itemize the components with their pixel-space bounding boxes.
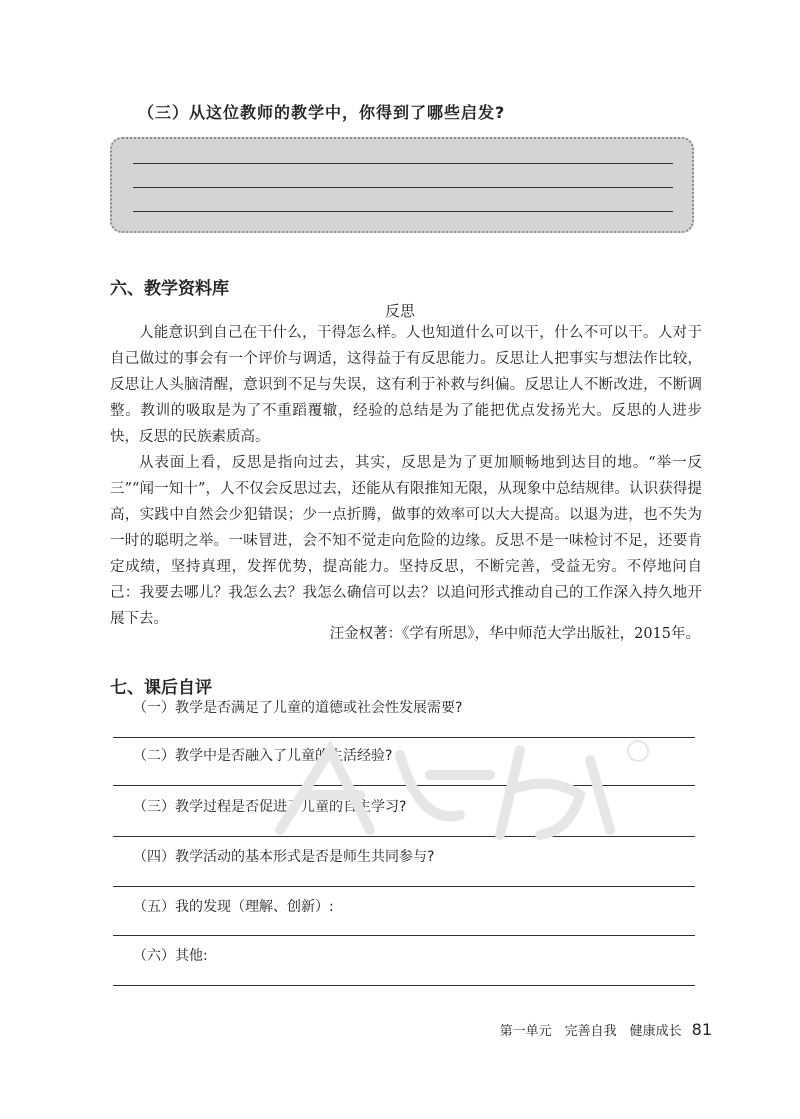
- answer-line[interactable]: [113, 985, 695, 986]
- self-eval-question: （五）我的发现（理解、创新）:: [133, 899, 334, 915]
- unit-title: 第一单元 完善自我 健康成长: [499, 1024, 682, 1039]
- answer-line[interactable]: [113, 737, 695, 738]
- reflection-question: （三）从这位教师的教学中，你得到了哪些启发?: [138, 103, 506, 122]
- self-eval-question: （四）教学活动的基本形式是否是师生共同参与?: [133, 849, 435, 865]
- article-paragraph: 从表面上看，反思是指向过去，其实，反思是为了更加顺畅地到达目的地。“举一反三”“闻一知十”，人不仅会反思过去，还能从有限推知无限，从现象中总结规律。认识获得提高，实践中自然会少犯错误；少一点折腾，做事的效率可以大大提高。以退为进，也不失为一时的聪明之举。一味冒进，会不知不觉走向危险的边缘。反思不是一味检讨不足，还要肯定成绩，坚持真理，发挥优势，提高能力。坚持反思，不断完善，受益无穷。不停地问自己：我要去哪儿？我怎么去？我怎么确信可以去？以追问形式推动自己的工作深入持久地开展下去。: [110, 455, 702, 627]
- page-number: 81: [691, 1020, 712, 1039]
- answer-line[interactable]: [113, 836, 695, 837]
- self-eval-question: （三）教学过程是否促进了儿童的自主学习?: [133, 799, 407, 815]
- article-title: 反思: [384, 302, 415, 320]
- self-eval-question: （一）教学是否满足了儿童的道德或社会性发展需要?: [133, 700, 463, 716]
- article-paragraph: 人能意识到自己在干什么，干得怎么样。人也知道什么可以干，什么不可以干。人对于自己做过的事会有一个评价与调适，这得益于有反思能力。反思让人把事实与想法作比较，反思让人头脑清醒，意识到不足与失误，这有利于补救与纠偏。反思让人不断改进，不断调整。教训的吸取是为了不重蹈覆辙，经验的总结是为了能把优点发扬光大。反思的人进步快，反思的民族素质高。: [110, 325, 702, 445]
- section-title-self-evaluation: 七、课后自评: [110, 678, 212, 698]
- answer-line[interactable]: [113, 785, 695, 786]
- answer-box[interactable]: [110, 137, 694, 233]
- answer-line: [133, 211, 673, 212]
- page-footer: [500, 1020, 712, 1039]
- article-body: [110, 320, 702, 632]
- answer-line: [133, 187, 673, 188]
- section-title-resources: 六、教学资料库: [110, 279, 229, 299]
- self-eval-question: （二）教学中是否融入了儿童的生活经验?: [133, 748, 393, 764]
- answer-line: [133, 163, 673, 164]
- answer-line[interactable]: [113, 886, 695, 887]
- article-source: 汪金权著：《学有所思》，华中师范大学出版社，2015年。: [329, 626, 700, 642]
- answer-line[interactable]: [113, 935, 695, 936]
- self-eval-question: （六）其他:: [133, 948, 208, 964]
